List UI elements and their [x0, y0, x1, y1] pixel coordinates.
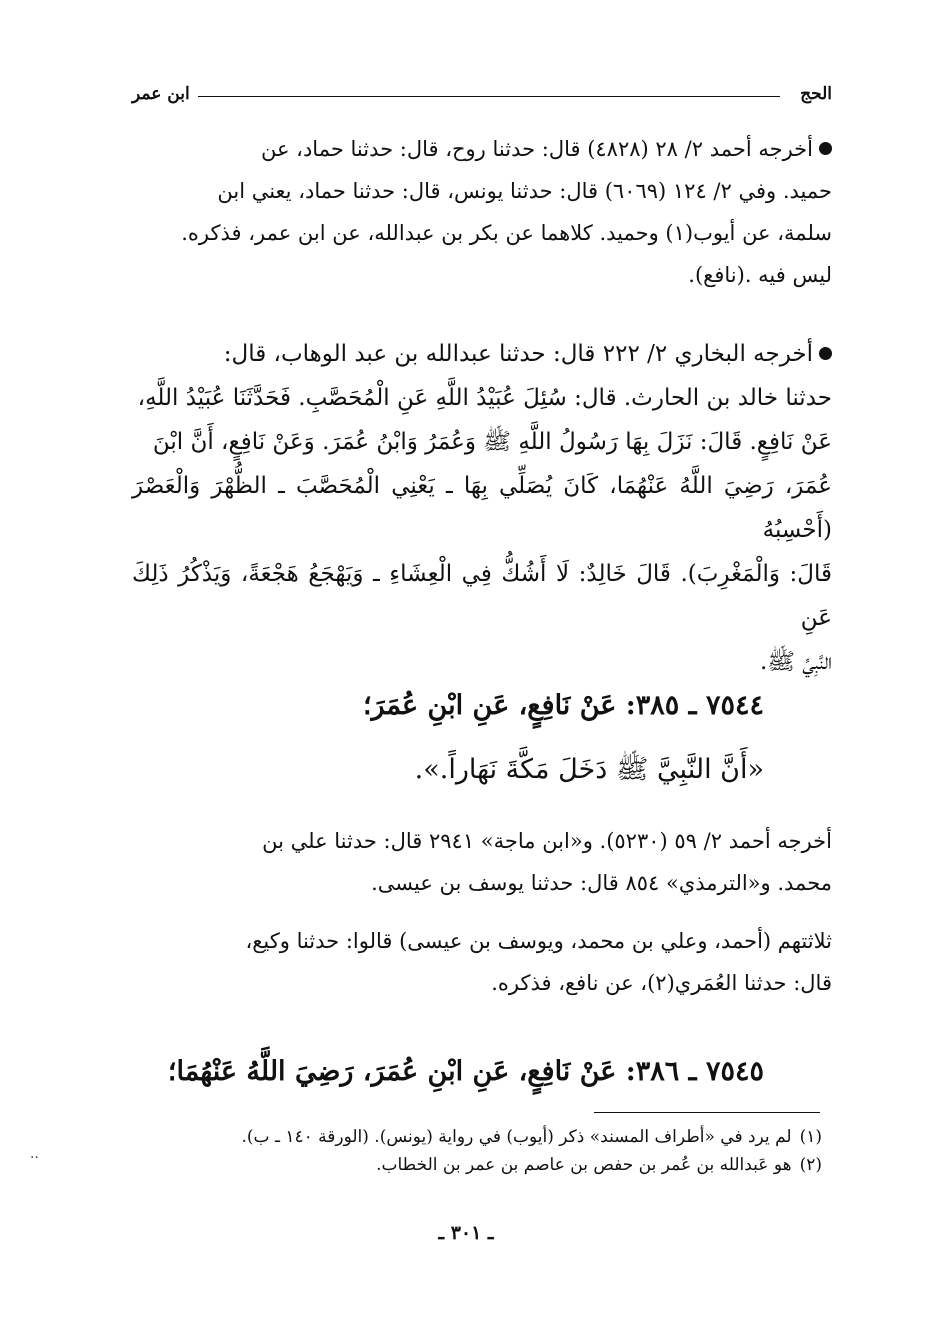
- text-line: ليس فيه .(نافع).: [688, 263, 832, 287]
- footnote-text: هو عَبدالله بن عُمر بن حفص بن عاصم بن عمر بن الخطاب.: [376, 1155, 792, 1175]
- text-line: محمد. و«الترمذي» ٨٥٤ قال: حدثنا يوسف بن عيسى.: [371, 871, 832, 895]
- footnote-number: (٢): [799, 1155, 822, 1175]
- hadith-385-heading: ٧٥٤٤ ـ ٣٨٥: عَنْ نَافِعٍ، عَنِ ابْنِ عُمَرَ؛: [362, 690, 764, 721]
- page-number: ـ ٣٠١ ـ: [438, 1222, 494, 1244]
- text-line: ثلاثتهم (أحمد، وعلي بن محمد، ويوسف بن عيسى) قالوا: حدثنا وكيع،: [245, 929, 832, 953]
- footnote-rule: [594, 1112, 820, 1113]
- text-line: عُمَرَ، رَضِيَ اللَّهُ عَنْهُمَا، كَانَ يُصَلِّي بِهَا ـ يَعْنِي الْمُحَصَّبَ ـ الظُّهْرَ وَالْعَصْرَ (أَحْسِبُهُ: [132, 473, 832, 543]
- text-line: قال: حدثنا العُمَري(٢)، عن نافع، فذكره.: [491, 971, 832, 995]
- footnote-number: (١): [799, 1127, 822, 1147]
- text-line: قَالَ: وَالْمَغْرِبَ). قَالَ خَالِدٌ: لَا أَشُكُّ فِي الْعِشَاءِ ـ وَيَهْجَعُ هَجْعَةً، وَيَذْكُرُ ذَلِكَ عَنِ: [132, 561, 832, 631]
- hadith-386-heading: ٧٥٤٥ ـ ٣٨٦: عَنْ نَافِعٍ، عَنِ ابْنِ عُمَرَ، رَضِيَ اللَّهُ عَنْهُمَا؛: [167, 1056, 764, 1087]
- text-line: النَّبِيِّ ﷺ.: [759, 649, 832, 675]
- text-line: أخرجه البخاري ٢/ ٢٢٢ قال: حدثنا عبدالله بن عبد الوهاب، قال:: [132, 332, 832, 376]
- text-line: حميد. وفي ٢/ ١٢٤ (٦٠٦٩) قال: حدثنا يونس، قال: حدثنا حماد، يعني ابن: [217, 179, 832, 203]
- text-line: أخرجه أحمد ٢/ ٢٨ (٤٨٢٨) قال: حدثنا روح، قال: حدثنا حماد، عن: [132, 128, 832, 170]
- section-title: ابن عمر: [132, 84, 190, 104]
- takhrij-paragraph-2: [132, 332, 832, 684]
- text-line: حدثنا خالد بن الحارث. قال: سُئِلَ عُبَيْدُ اللَّهِ عَنِ الْمُحَصَّبِ. فَحَدَّثَنَا عُبَيْدُ اللَّهِ،: [137, 385, 832, 411]
- bullet-icon: [819, 347, 832, 360]
- footnote-2: [132, 1152, 822, 1178]
- chapter-title: الحج: [800, 84, 832, 104]
- text-line: سلمة، عن أيوب(١) وحميد. كلاهما عن بكر بن عبدالله، عن ابن عمر، فذكره.: [181, 221, 832, 245]
- takhrij-paragraph-1: [132, 128, 832, 296]
- text-line: عَنْ نَافِعٍ. قَالَ: نَزَلَ بِهَا رَسُولُ اللَّهِ ﷺ وَعُمَرُ وَابْنُ عُمَرَ. وَعَنْ نَافِعٍ، أَنَّ ابْنَ: [152, 429, 832, 455]
- takhrij-paragraph-4: [132, 920, 832, 1004]
- text-line: أخرجه أحمد ٢/ ٥٩ (٥٢٣٠). و«ابن ماجة» ٢٩٤١ قال: حدثنا علي بن: [262, 829, 832, 853]
- footnote-1: [132, 1124, 822, 1150]
- scan-speck: ··: [30, 1150, 39, 1166]
- running-header: [132, 82, 832, 112]
- footnote-text: لم يرد في «أطراف المسند» ذكر (أيوب) في رواية (يونس). (الورقة ١٤٠ ـ ب).: [241, 1127, 792, 1147]
- hadith-385-text: «أَنَّ النَّبِيَّ ﷺ دَخَلَ مَكَّةَ نَهَاراً.».: [414, 754, 764, 785]
- header-rule: [198, 96, 780, 97]
- bullet-icon: [819, 142, 832, 155]
- takhrij-paragraph-3: [132, 820, 832, 904]
